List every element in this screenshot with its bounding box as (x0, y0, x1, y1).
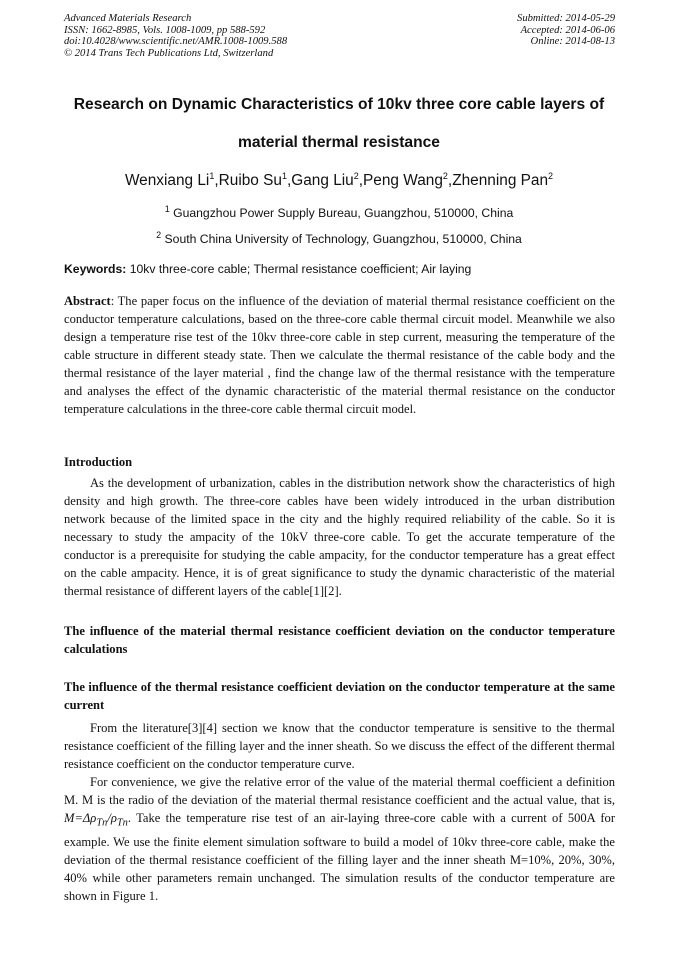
affiliation-1 (40, 203, 638, 220)
author-name: Peng Wang (363, 172, 443, 189)
introduction-heading: Introduction (64, 455, 133, 469)
abstract (64, 292, 615, 418)
formula-subscript: Tn (96, 817, 108, 829)
definition-text: For convenience, we give the relative error of the value of the material thermal coefficient a definition M. M is the radio of the deviation of the material thermal resistance coefficient and the actual value, that is, (64, 775, 615, 808)
author-affiliation-mark: 1 (209, 170, 215, 181)
subsection-heading: The influence of the thermal resistance coefficient deviation on the conductor temperature at the same current (64, 680, 615, 712)
author-affiliation-mark: 2 (548, 170, 554, 181)
author-name: Ruibo Su (218, 172, 282, 189)
submitted-date: Submitted: 2014-05-29 (517, 13, 615, 24)
paper-title-line-1: Research on Dynamic Characteristics of 10kv three core cable layers of (73, 96, 605, 113)
affiliation-mark: 1 (164, 203, 170, 214)
doi-line: doi:10.4028/www.scientific.net/AMR.1008-1009.588 (64, 36, 288, 48)
author-name: Wenxiang Li (124, 172, 210, 189)
abstract-text: : The paper focus on the influence of the deviation of material thermal resistance coefficient on the conductor temperature calculations, based on the three-core cable thermal circuit model. Meanwhile we also design a temperature rise test of the 10kv three-core cable in step current, measuring the temperature of the cable structure in different steady state. Then we calculate the thermal resistance of the cable body and the thermal resistance of the layer material , find the change law of the thermal resistance with the temperature and analyses the effect of the dynamic characteristic of the material thermal resistance on the conductor temperature calculations in the three-core cable thermal circuit model. (64, 294, 615, 417)
journal-info (64, 13, 287, 59)
abstract-label: Abstract (64, 294, 111, 308)
keywords-label: Keywords: (64, 262, 127, 276)
affiliation-text: South China University of Technology, Guangzhou, 510000, China (161, 232, 522, 246)
formula-subscript: Tn (116, 817, 128, 829)
affiliation-2 (40, 229, 638, 246)
literature-paragraph: From the literature[3][4] section we know that the conductor temperature is sensitive to the thermal resistance coefficient of the filling layer and the inner sheath. So we discuss the effect of the different thermal resistance coefficient on the conductor temperature curve. (64, 721, 615, 772)
copyright-line: © 2014 Trans Tech Publications Ltd, Switzerland (64, 47, 274, 59)
author-list: Wenxiang Li$^1$,Ruibo Su$^1$,Gang Liu$^2$,Peng Wang$^2$,Zhenning Pan$^2$ (124, 170, 554, 189)
author-affiliation-mark: 2 (353, 170, 359, 181)
definition-paragraph (64, 773, 615, 905)
formula-part: /ρ (107, 811, 117, 826)
keywords-text: 10kv three-core cable; Thermal resistance coefficient; Air laying (126, 262, 472, 276)
affiliation-mark: 2 (156, 229, 162, 240)
journal-name: Advanced Materials Research (64, 13, 192, 24)
section-heading: The influence of the material thermal resistance coefficient deviation on the conductor temperature calculations (64, 624, 615, 656)
paper-title-line-2: material thermal resistance (238, 134, 440, 151)
formula-m (64, 811, 128, 829)
author-name: Gang Liu (291, 172, 354, 189)
issn-line: ISSN: 1662-8985, Vols. 1008-1009, pp 588-592 (64, 24, 266, 36)
definition-text-continued: . Take the temperature rise test of an air-laying three-core cable with a current of 500A for example. We use the finite element simulation software to build a model of 10kv three-core cable, make the deviation of the thermal resistance coefficient of the filling layer and the inner sheath M=10%, 20%, 30%, 40% while other parameters remain unchanged. The simulation results of the conductor temperature are shown in Figure 1. (64, 811, 615, 903)
affiliation-text: Guangzhou Power Supply Bureau, Guangzhou, 510000, China (169, 206, 514, 220)
online-date: Online: 2014-08-13 (530, 36, 615, 48)
author-name: Zhenning Pan (452, 172, 549, 189)
introduction-paragraph: As the development of urbanization, cables in the distribution network show the characteristics of high density and high growth. The three-core cables have been widely introduced in the urban distribution network because of the limited space in the city and the highly required reliability of the cable. So it is necessary to study the ampacity of the 10kV three-core cable. To get the accurate temperature of the conductor is a prerequisite for studying the cable ampacity, for the conductor temperature has a great effect on the cable ampacity. Hence, it is of great significance to study the dynamic characteristic of the material thermal resistance of different layers of the cable[1][2]. (64, 476, 615, 599)
submission-dates (517, 13, 615, 48)
author-affiliation-mark: 1 (281, 170, 287, 181)
keywords (64, 262, 624, 276)
formula-part: M=Δρ (64, 811, 97, 826)
accepted-date: Accepted: 2014-06-06 (520, 24, 615, 36)
author-affiliation-mark: 2 (442, 170, 448, 181)
